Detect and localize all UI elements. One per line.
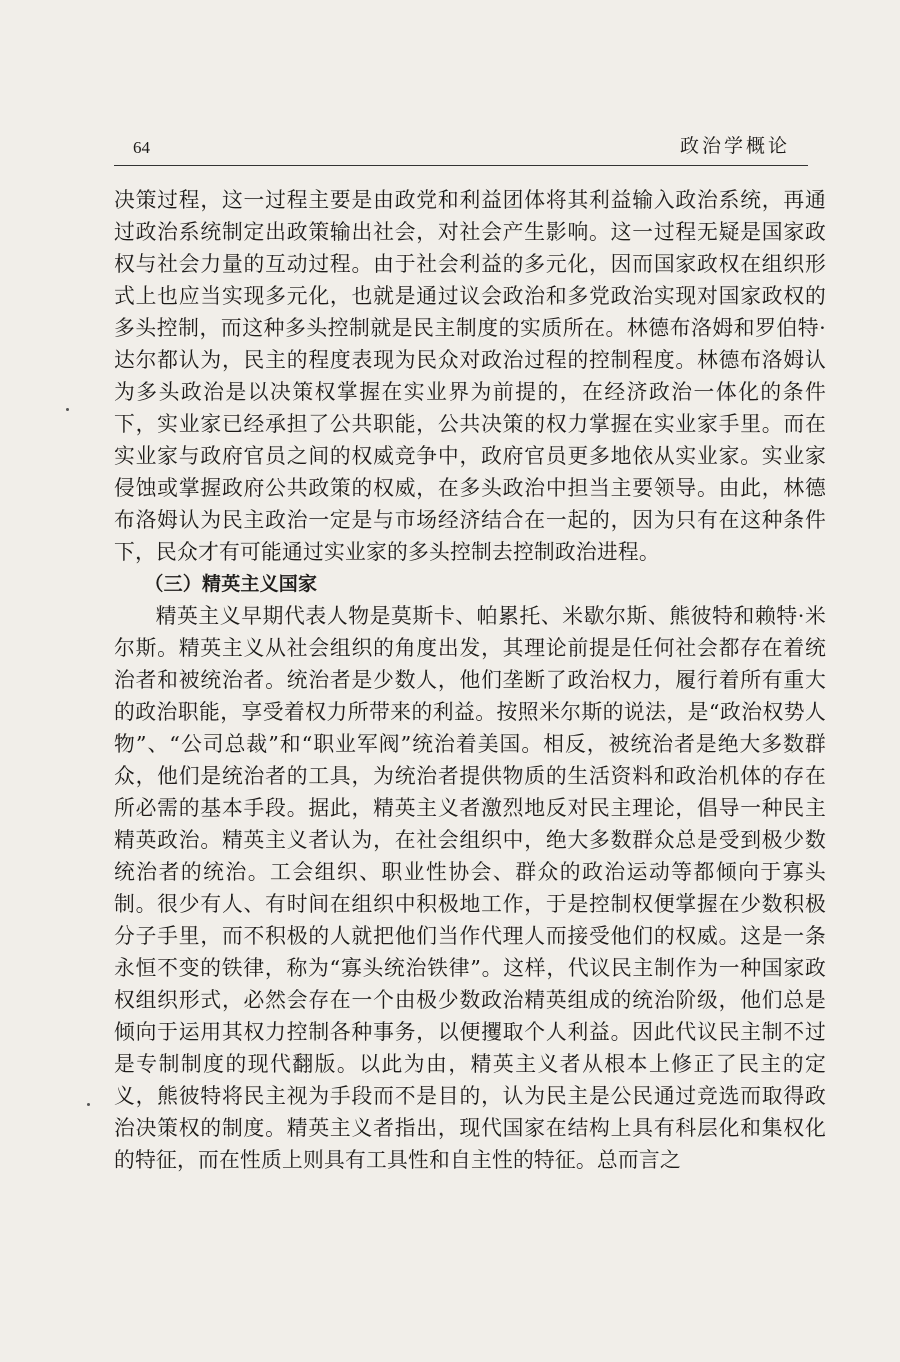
margin-dot	[87, 1103, 90, 1106]
paragraph-continued: 决策过程，这一过程主要是由政党和利益团体将其利益输入政治系统，再通过政治系统制定出政策输出社会，对社会产生影响。这一过程无疑是国家政权与社会力量的互动过程。由于社会利益的多元化，因而国家政权在组织形式上也应当实现多元化，也就是通过议会政治和多党政治实现对国家政权的多头控制，而这种多头控制就是民主制度的实质所在。林德布洛姆和罗伯特·达尔都认为，民主的程度表现为民众对政治过程的控制程度。林德布洛姆认为多头政治是以决策权掌握在实业界为前提的，在经济政治一体化的条件下，实业家已经承担了公共职能，公共决策的权力掌握在实业家手里。而在实业家与政府官员之间的权威竞争中，政府官员更多地依从实业家。实业家侵蚀或掌握政府公共政策的权威，在多头政治中担当主要领导。由此，林德布洛姆认为民主政治一定是与市场经济结合在一起的，因为只有在这种条件下，民众才有可能通过实业家的多头控制去控制政治进程。	[114, 188, 826, 564]
page-number: 64	[133, 138, 150, 157]
margin-dot	[66, 408, 69, 411]
paragraph-elitism: 精英主义早期代表人物是莫斯卡、帕累托、米歇尔斯、熊彼特和赖特·米尔斯。精英主义从社会组织的角度出发，其理论前提是任何社会都存在着统治者和被统治者。统治者是少数人，他们垄断了政治权力，履行着所有重大的政治职能，享受着权力所带来的利益。按照米尔斯的说法，是“政治权势人物”、“公司总裁”和“职业军阀”统治着美国。相反，被统治者是绝大多数群众，他们是统治者的工具，为统治者提供物质的生活资料和政治机体的存在所必需的基本手段。据此，精英主义者激烈地反对民主理论，倡导一种民主精英政治。精英主义者认为，在社会组织中，绝大多数群众总是受到极少数统治者的统治。工会组织、职业性协会、群众的政治运动等都倾向于寡头制。很少有人、有时间在组织中积极地工作，于是控制权便掌握在少数积极分子手里，而不积极的人就把他们当作代理人而接受他们的权威。这是一条永恒不变的铁律，称为“寡头统治铁律”。这样，代议民主制作为一种国家政权组织形式，必然会存在一个由极少数政治精英组成的统治阶级，他们总是倾向于运用其权力控制各种事务，以便攫取个人利益。因此代议民主制不过是专制制度的现代翻版。以此为由，精英主义者从根本上修正了民主的定义，熊彼特将民主视为手段而不是目的，认为民主是公民通过竞选而取得政治决策权的制度。精英主义者指出，现代国家在结构上具有科层化和集权化的特征，而在性质上则具有工具性和自主性的特征。总而言之	[114, 604, 826, 1172]
running-title: 政治学概论	[679, 135, 790, 157]
section-heading: （三）精英主义国家	[144, 573, 318, 595]
header-rule	[114, 165, 808, 166]
body-text	[114, 184, 826, 1176]
